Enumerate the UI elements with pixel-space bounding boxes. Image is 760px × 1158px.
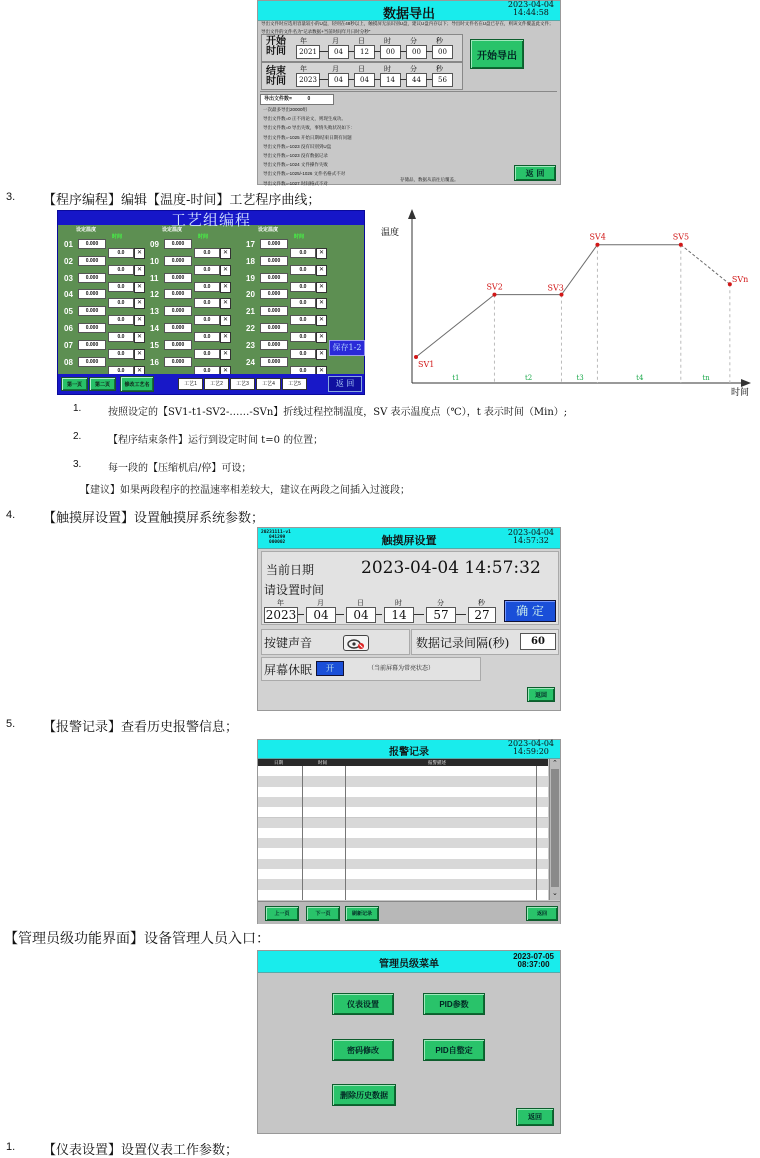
export-time: 14:44:58 [512, 8, 549, 18]
point-sv3 [559, 293, 563, 297]
next-page-button[interactable]: 下一页 [306, 906, 340, 921]
alarm-col-time: 时间 [318, 760, 327, 765]
compressor-toggle-icon[interactable]: ✕ [134, 349, 145, 360]
admin-title: 管理员级菜单 [379, 959, 439, 970]
start-unit-4: 分 [410, 37, 417, 45]
end-unit-0: 年 [300, 65, 307, 73]
end-unit-1: 月 [332, 65, 339, 73]
temp-input[interactable]: 0.000 [164, 357, 192, 367]
time-input[interactable]: 0.0 [194, 315, 220, 325]
time-input[interactable]: 0.0 [290, 298, 316, 308]
time-input[interactable]: 0.0 [194, 248, 220, 258]
step-number: 05 [64, 307, 73, 317]
alarm-header [258, 740, 560, 759]
step-number: 16 [150, 357, 159, 367]
end-field-1[interactable]: 04 [328, 73, 349, 87]
step-number: 12 [150, 290, 159, 300]
touch-back-button[interactable]: 返回 [527, 687, 555, 702]
touch-unit-0: 年 [277, 599, 284, 607]
compressor-toggle-icon[interactable]: ✕ [220, 366, 231, 377]
instrument-settings-button[interactable]: 仪表设置 [332, 993, 394, 1015]
temp-input[interactable]: 0.000 [78, 256, 106, 266]
compressor-toggle-icon[interactable]: ✕ [316, 282, 327, 293]
point-sv1 [414, 355, 418, 359]
end-time-group [261, 62, 463, 90]
record-interval-input[interactable]: 60 [520, 633, 556, 650]
status-line: 导出文件数=-1023 没有识别到U盘 [263, 143, 332, 149]
item-3-number: 3. [6, 191, 16, 203]
status-panel [260, 91, 557, 186]
temp-input[interactable]: 0.000 [78, 340, 106, 350]
touch-field-0[interactable]: 2023 [265, 608, 297, 622]
alarm-record-screen [257, 739, 561, 924]
scroll-up-icon[interactable]: ⌃ [552, 760, 558, 767]
step-number: 10 [150, 256, 159, 266]
temp-input[interactable]: 0.000 [260, 340, 288, 350]
export-count-value: 0 [307, 96, 311, 102]
end-field-0[interactable]: 2023 [296, 73, 320, 87]
process-tab-2[interactable]: 工艺2 [204, 378, 229, 390]
step-number: 17 [246, 240, 255, 249]
temp-input[interactable]: 0.000 [260, 289, 288, 299]
time-input[interactable]: 0.0 [290, 265, 316, 275]
item-5-number: 5. [6, 718, 16, 730]
admin-menu-screen [257, 950, 561, 1134]
compressor-toggle-icon[interactable]: ✕ [316, 349, 327, 360]
start-time-group [261, 34, 463, 62]
time-col-header: 时间 [198, 234, 209, 240]
status-line: 导出文件数=-1023 没有数据记录 [263, 153, 328, 158]
time-input[interactable]: 0.0 [108, 315, 134, 325]
key-sound-label: 按键声音 [264, 636, 313, 650]
admin-datetime [513, 953, 554, 970]
touch-id-2: 041299 [269, 535, 286, 540]
alarm-col-divider-3 [536, 766, 537, 900]
note-2-text: 【程序结束条件】运行到设定时间 t=0 的位置； [108, 435, 324, 446]
time-input[interactable]: 0.0 [108, 265, 134, 275]
step-number: 11 [150, 273, 159, 283]
start-unit-2: 日 [358, 37, 365, 45]
compressor-toggle-icon[interactable]: ✕ [134, 332, 145, 343]
export-back-button[interactable]: 返 回 [514, 165, 556, 181]
status-line: 导出文件数=-1024 文件操作失败 [263, 162, 328, 168]
touch-id-3: 000002 [269, 540, 286, 545]
point-sv4 [595, 243, 599, 247]
point-label-sv1: SV1 [418, 360, 435, 369]
time-input[interactable]: 0.0 [108, 366, 134, 376]
time-input[interactable]: 0.0 [108, 349, 134, 359]
time-input[interactable]: 0.0 [194, 282, 220, 292]
touch-settings-screen [257, 527, 561, 711]
time-input[interactable]: 0.0 [108, 248, 134, 258]
export-date: 2023-04-04 [507, 0, 554, 9]
export-title: 数据导出 [382, 7, 435, 22]
temp-input[interactable]: 0.000 [164, 289, 192, 299]
current-date-value: 2023-04-04 14:57:32 [361, 558, 541, 578]
temp-input[interactable]: 0.000 [260, 357, 288, 367]
temp-input[interactable]: 0.000 [260, 256, 288, 266]
alarm-col-divider-1 [302, 766, 303, 900]
time-input[interactable]: 0.0 [290, 366, 316, 376]
alarm-back-button[interactable]: 返回 [526, 906, 558, 921]
item-4-text: 【触摸屏设置】设置触摸屏系统参数； [43, 511, 265, 526]
record-interval-label: 数据记录间隔(秒) [416, 636, 510, 650]
time-input[interactable]: 0.0 [194, 332, 220, 342]
step-number: 04 [64, 290, 73, 300]
time-input[interactable]: 0.0 [290, 349, 316, 359]
page-2-button[interactable]: 第二页 [89, 377, 116, 391]
segment-label-t1: t1 [452, 374, 460, 382]
temp-input[interactable]: 0.000 [78, 357, 106, 367]
alarm-title: 报警记录 [389, 747, 429, 758]
admin-heading: 【管理员级功能界面】设备管理人员入口： [4, 931, 270, 947]
temp-input[interactable]: 0.000 [164, 323, 192, 333]
process-tab-3[interactable]: 工艺3 [230, 378, 255, 390]
touch-dash-0 [298, 614, 304, 615]
time-col-header: 时间 [294, 234, 305, 240]
start-export-button[interactable]: 开始导出 [470, 39, 524, 69]
start-field-5[interactable]: 00 [432, 45, 453, 59]
compressor-toggle-icon[interactable]: ✕ [134, 298, 145, 309]
alarm-col-desc: 报警描述 [428, 760, 446, 765]
x-axis-arrow [741, 379, 751, 387]
touch-unit-5: 秒 [478, 599, 485, 607]
compressor-toggle-icon[interactable]: ✕ [220, 265, 231, 276]
compressor-toggle-icon[interactable]: ✕ [134, 265, 145, 276]
program-title: 工艺组编程 [170, 211, 251, 229]
scroll-thumb[interactable] [551, 769, 559, 887]
curve-segment-3 [561, 245, 597, 295]
start-field-1[interactable]: 04 [328, 45, 349, 59]
point-sv5 [679, 243, 683, 247]
export-note-1: 导出文件时应选用容量较小的U盘，轻则在48秒以上，触摸屏无法识别U盘，建议U盘内存以下；导出时文件名在U盘已存在，则该文件覆盖此文件； [261, 21, 554, 26]
refresh-button[interactable]: 刷新记录 [345, 906, 379, 921]
status-line: 导出文件数=-1027 时间格式不对 [263, 180, 328, 186]
step-number: 19 [246, 273, 255, 283]
end-field-3[interactable]: 14 [380, 73, 401, 87]
page-1-button[interactable]: 第一页 [61, 377, 88, 391]
end-time-label: 结束 时间 [266, 66, 286, 87]
status-line: 一次最多导出20000组 [263, 107, 308, 112]
temp-col-header: 设定温度 [162, 227, 183, 233]
start-field-2[interactable]: 12 [354, 45, 375, 59]
modify-name-button[interactable]: 修改工艺名 [120, 376, 154, 392]
temp-input[interactable]: 0.000 [260, 306, 288, 316]
compressor-toggle-icon[interactable]: ✕ [134, 248, 145, 259]
end-field-4[interactable]: 44 [406, 73, 427, 87]
step-number: 08 [64, 357, 73, 367]
segment-label-t3: t3 [576, 374, 584, 382]
point-label-sv4: SV4 [589, 232, 606, 242]
segment-label-t4: t4 [636, 374, 644, 382]
start-field-3[interactable]: 00 [380, 45, 401, 59]
curve-segment-1 [416, 295, 494, 357]
compressor-toggle-icon[interactable]: ✕ [316, 366, 327, 377]
touch-field-4[interactable]: 57 [426, 607, 456, 623]
item-5-text: 【报警记录】查看历史报警信息； [43, 720, 239, 735]
delete-history-button[interactable]: 删除历史数据 [332, 1084, 396, 1106]
speaker-icon[interactable] [343, 635, 369, 651]
end-field-2[interactable]: 04 [354, 73, 375, 87]
program-header [58, 211, 364, 229]
compressor-toggle-icon[interactable]: ✕ [316, 265, 327, 276]
status-line: 导出文件数=-1025 开始日期/结束日期有问题 [263, 134, 352, 140]
step-number: 13 [150, 307, 159, 317]
item-1-text: 【仪表设置】设置仪表工作参数； [43, 1143, 239, 1158]
touch-field-3[interactable]: 14 [384, 607, 414, 623]
compressor-toggle-icon[interactable]: ✕ [134, 282, 145, 293]
alarm-bottom-bar [258, 901, 560, 924]
touch-date: 2023-04-04 [507, 528, 554, 537]
compressor-toggle-icon[interactable]: ✕ [316, 298, 327, 309]
screen-sleep-note: （当前屏幕为常亮状态） [368, 665, 435, 672]
note-3-number: 3. [73, 459, 82, 470]
compressor-toggle-icon[interactable]: ✕ [220, 298, 231, 309]
confirm-button[interactable]: 确 定 [504, 600, 556, 622]
export-note-2: 导出文件的文件名为"记录数据+当前时间年月日时分秒" [261, 29, 371, 34]
note-3-text: 每一段的【压缩机启/停】可设； [108, 463, 252, 474]
program-back-button[interactable]: 返 回 [328, 376, 362, 392]
step-number: 20 [246, 290, 255, 300]
process-tab-5[interactable]: 工艺5 [282, 378, 307, 390]
item-4-number: 4. [6, 509, 16, 521]
time-input[interactable]: 0.0 [290, 315, 316, 325]
screen-sleep-label: 屏幕休眠 [264, 663, 313, 677]
compressor-toggle-icon[interactable]: ✕ [134, 315, 145, 326]
temp-input[interactable]: 0.000 [260, 239, 288, 249]
time-input[interactable]: 0.0 [194, 366, 220, 376]
compressor-toggle-icon[interactable]: ✕ [134, 366, 145, 377]
note-1-text: 按照设定的【SV1-t1-SV2-……-SVn】折线过程控制温度，SV 表示温度点（℃），t 表示时间（Min）; [108, 407, 568, 418]
touch-id-1: 20231111-v1 [261, 530, 291, 535]
touch-header [258, 528, 560, 549]
compressor-toggle-icon[interactable]: ✕ [316, 332, 327, 343]
program-edit-screen [57, 210, 365, 395]
step-number: 21 [246, 307, 255, 317]
temp-input[interactable]: 0.000 [164, 273, 192, 283]
scroll-down-icon[interactable]: ⌄ [552, 890, 558, 897]
time-input[interactable]: 0.0 [108, 298, 134, 308]
end-unit-5: 秒 [436, 65, 443, 73]
export-datetime [508, 1, 554, 18]
compressor-toggle-icon[interactable]: ✕ [220, 315, 231, 326]
start-unit-1: 月 [332, 37, 339, 45]
touch-time: 14:57:32 [512, 536, 549, 546]
point-sv2 [492, 293, 496, 297]
time-input[interactable]: 0.0 [290, 248, 316, 258]
alarm-time: 14:59:20 [512, 747, 549, 757]
status-line: 导出文件数=0 正不再论文，则现生成功。 [263, 116, 346, 122]
end-field-5[interactable]: 56 [432, 73, 453, 87]
step-number: 01 [64, 240, 73, 249]
temp-col-header: 设定温度 [258, 227, 279, 233]
point-label-sv5: SV5 [672, 232, 690, 242]
export-count-label: 导出文件数= [264, 96, 292, 102]
temp-input[interactable]: 0.000 [78, 273, 106, 283]
status-line: 导出文件数=-1025/-1026 文件名格式不对 [263, 171, 346, 177]
compressor-toggle-icon[interactable]: ✕ [220, 349, 231, 360]
x-axis-label: 时间 [731, 388, 750, 398]
temp-col-header: 设定温度 [76, 227, 97, 233]
time-input[interactable]: 0.0 [290, 282, 316, 292]
time-input[interactable]: 0.0 [108, 332, 134, 342]
time-input[interactable]: 0.0 [108, 282, 134, 292]
touch-unit-1: 月 [317, 599, 324, 607]
time-col-header: 时间 [112, 234, 123, 240]
start-unit-3: 时 [384, 37, 391, 45]
curve-segment-5 [681, 245, 730, 285]
touch-title: 触摸屏设置 [381, 534, 437, 547]
start-unit-0: 年 [300, 37, 307, 45]
process-tab-4[interactable]: 工艺4 [256, 378, 281, 390]
admin-time: 08:37:00 [517, 960, 550, 970]
y-axis-arrow [408, 209, 416, 219]
alarm-table-header [258, 759, 548, 766]
touch-dash-3 [414, 614, 424, 615]
compressor-toggle-icon[interactable]: ✕ [220, 282, 231, 293]
note-2-number: 2. [73, 431, 82, 442]
end-unit-3: 时 [384, 65, 391, 73]
compressor-toggle-icon[interactable]: ✕ [220, 332, 231, 343]
admin-header [258, 951, 560, 973]
time-input[interactable]: 0.0 [194, 265, 220, 275]
alarm-col-divider-2 [345, 766, 346, 900]
set-time-label: 请设置时间 [264, 583, 325, 597]
admin-date: 2023-07-05 [513, 952, 554, 961]
process-tab-1[interactable]: 工艺1 [178, 378, 203, 390]
end-unit-4: 分 [410, 65, 417, 73]
touch-field-2[interactable]: 04 [346, 607, 376, 623]
touch-field-1[interactable]: 04 [306, 607, 336, 623]
item-3-text: 【程序编程】编辑【温度-时间】工艺程序曲线； [43, 193, 321, 208]
step-number: 15 [150, 340, 159, 350]
step-number: 23 [246, 340, 255, 350]
pid-params-button[interactable]: PID参数 [423, 993, 485, 1015]
temp-input[interactable]: 0.000 [260, 323, 288, 333]
segment-label-t2: t2 [524, 374, 533, 382]
step-number: 18 [246, 256, 255, 266]
start-field-0[interactable]: 2021 [296, 45, 320, 59]
export-count-box [260, 94, 334, 105]
prev-page-button[interactable]: 上一页 [265, 906, 299, 921]
temp-input[interactable]: 0.000 [164, 239, 192, 249]
alarm-datetime [508, 740, 554, 757]
step-number: 06 [64, 324, 73, 333]
status-line: 导出文件数=0 导出失败，事情失败状况如下： [263, 125, 355, 131]
temp-input[interactable]: 0.000 [78, 323, 106, 333]
admin-back-button[interactable]: 返回 [516, 1108, 554, 1126]
compressor-toggle-icon[interactable]: ✕ [220, 248, 231, 259]
alarm-col-date: 日期 [274, 760, 283, 765]
item-1-number: 1. [6, 1141, 16, 1153]
start-unit-5: 秒 [436, 37, 443, 45]
point-label-sv2: SV2 [486, 282, 503, 292]
time-input[interactable]: 0.0 [290, 332, 316, 342]
end-dash-0 [319, 79, 328, 80]
step-number: 03 [64, 273, 73, 283]
temp-input[interactable]: 0.000 [78, 306, 106, 316]
temperature-time-curve [381, 203, 757, 399]
temp-input[interactable]: 0.000 [164, 340, 192, 350]
step-number: 09 [150, 240, 159, 249]
temp-input[interactable]: 0.000 [78, 239, 106, 249]
time-input[interactable]: 0.0 [194, 349, 220, 359]
current-date-label: 当前日期 [266, 563, 315, 577]
temp-input[interactable]: 0.000 [164, 256, 192, 266]
alarm-scrollbar[interactable] [549, 759, 560, 900]
end-unit-2: 日 [358, 65, 365, 73]
advice-text: 【建议】如果两段程序的控温速率相差较大，建议在两段之间插入过渡段； [80, 485, 410, 496]
start-time-label: 开始 时间 [266, 36, 286, 57]
touch-dash-1 [336, 614, 344, 615]
touch-unit-3: 时 [395, 599, 402, 607]
temp-input[interactable]: 0.000 [164, 306, 192, 316]
segment-label-tn: tn [702, 374, 710, 382]
temp-input[interactable]: 0.000 [78, 289, 106, 299]
pid-autotune-button[interactable]: PID自整定 [423, 1039, 485, 1061]
touch-field-5[interactable]: 27 [468, 607, 496, 623]
data-export-screen [257, 0, 561, 185]
speaker-mute-icon [344, 637, 368, 651]
note-1-number: 1. [73, 403, 82, 414]
touch-datetime [508, 529, 554, 546]
touch-dash-4 [456, 614, 466, 615]
step-number: 24 [246, 357, 255, 367]
touch-unit-4: 分 [437, 599, 444, 607]
export-status-right: 存储品，数据从前往后覆盖。 [400, 177, 459, 182]
temp-input[interactable]: 0.000 [260, 273, 288, 283]
step-number: 14 [150, 324, 159, 333]
start-dash-0 [319, 51, 328, 52]
save-1-2-button[interactable]: 保存1-2 [329, 340, 365, 356]
start-field-4[interactable]: 00 [406, 45, 427, 59]
compressor-toggle-icon[interactable]: ✕ [316, 248, 327, 259]
change-password-button[interactable]: 密码修改 [332, 1039, 394, 1061]
screen-sleep-toggle[interactable]: 开 [316, 661, 344, 676]
time-input[interactable]: 0.0 [194, 298, 220, 308]
touch-dash-2 [376, 614, 382, 615]
point-label-sv3: SV3 [547, 283, 564, 293]
y-axis-label: 温度 [381, 228, 400, 238]
alarm-date: 2023-04-04 [507, 739, 554, 748]
point-label-svn: SVn [731, 275, 749, 285]
export-header [258, 1, 560, 21]
touch-unit-2: 日 [357, 599, 364, 607]
step-number: 07 [64, 340, 73, 350]
step-number: 22 [246, 324, 255, 333]
compressor-toggle-icon[interactable]: ✕ [316, 315, 327, 326]
step-number: 02 [64, 256, 73, 266]
